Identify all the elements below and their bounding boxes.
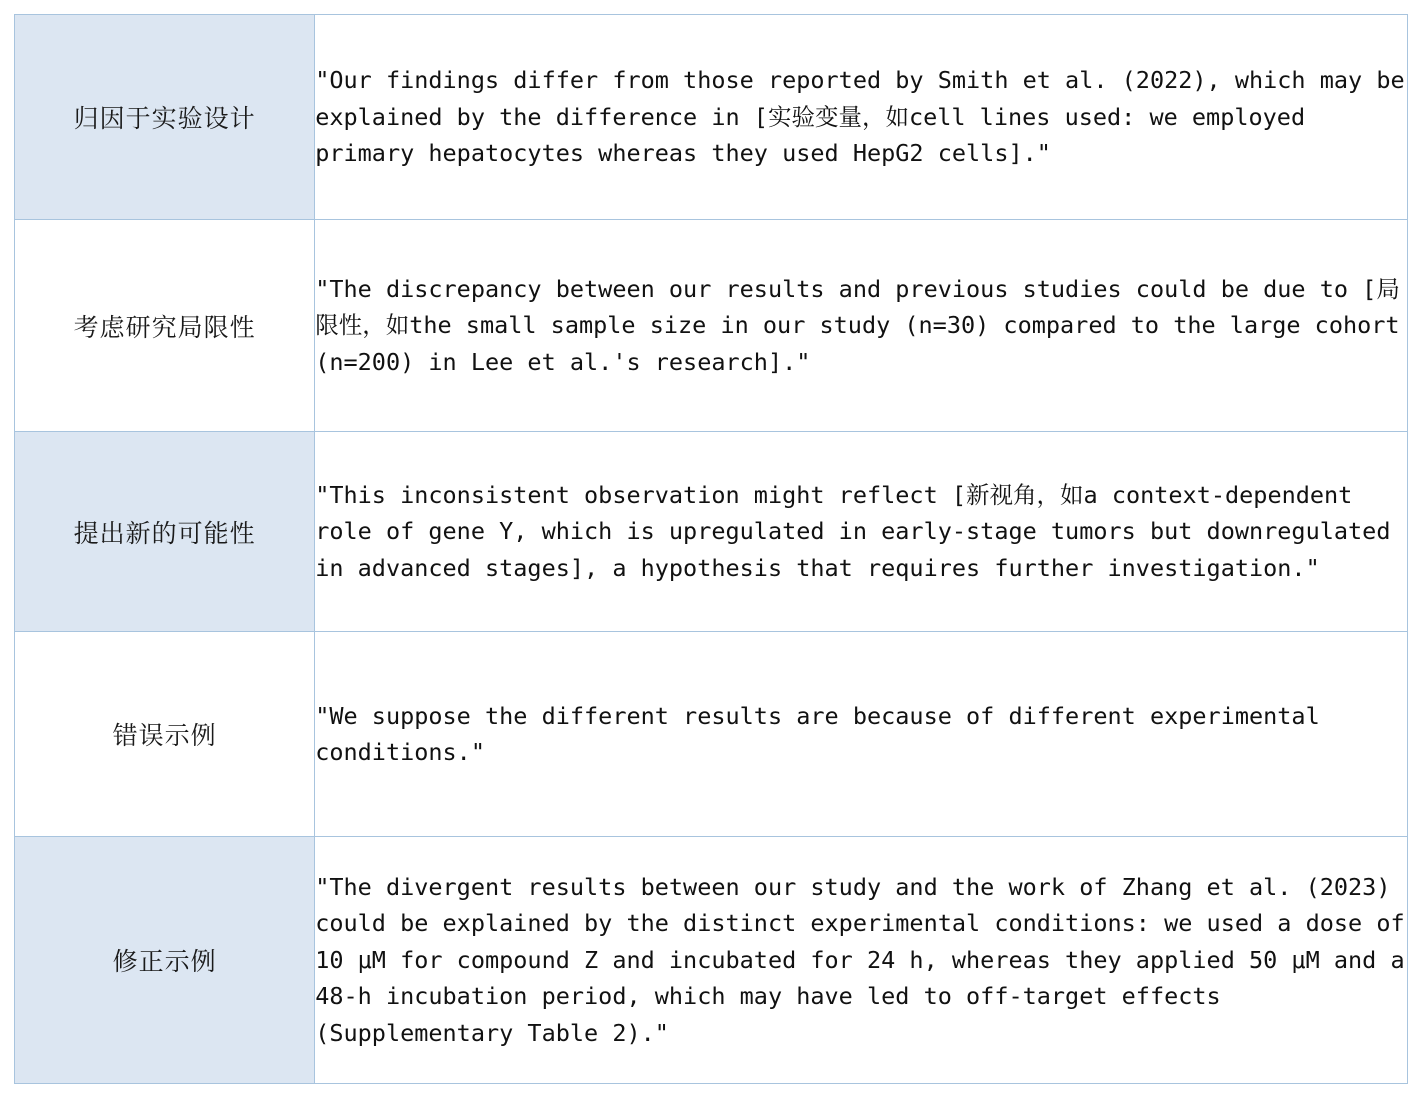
row-text-cell — [315, 632, 1408, 837]
row-label: 提出新的可能性 — [15, 432, 315, 632]
row-label: 错误示例 — [15, 632, 315, 837]
table-row — [15, 432, 1408, 632]
row-text: "Our findings differ from those reported by Smith et al. (2022), which may be explained by the difference in [实验变量，如cell lines used: we employed primary hepatocytes whereas they used HepG2 cells]." — [315, 66, 1419, 168]
row-label: 归因于实验设计 — [15, 15, 315, 220]
guidance-table — [14, 14, 1419, 1084]
row-text: "The discrepancy between our results and previous studies could be due to [局限性，如the small sample size in our study (n=30) compared to the large cohort (n=200) in Lee et al.'s research]." — [315, 274, 1414, 376]
row-text-cell — [315, 432, 1408, 632]
row-text-cell — [315, 837, 1419, 1084]
row-label: 考虑研究局限性 — [15, 220, 315, 432]
row-text-cell — [315, 220, 1414, 432]
row-text-cell — [315, 15, 1419, 220]
row-label: 修正示例 — [15, 837, 315, 1084]
row-text: "This inconsistent observation might reflect [新视角，如a context-dependent role of gene Y, which is upregulated in early-stage tumors but downregulated in advanced stages], a hypothesis that requires further investigation." — [315, 480, 1405, 582]
table-row — [15, 632, 1408, 837]
row-text: "We suppose the different results are because of different experimental conditions." — [315, 701, 1334, 766]
table-row — [15, 837, 1408, 1084]
document-body — [0, 14, 1420, 1084]
row-text: "The divergent results between our study and the work of Zhang et al. (2023) could be explained by the distinct experimental conditions: we used a dose of 10 μM for compound Z and incubated for 24 h, whereas they applied 50 μM and a 48-h incubation period, which may have led to off-target effects (Supplementary Table 2)." — [315, 872, 1419, 1047]
table-row — [15, 220, 1408, 432]
table-row — [15, 15, 1408, 220]
